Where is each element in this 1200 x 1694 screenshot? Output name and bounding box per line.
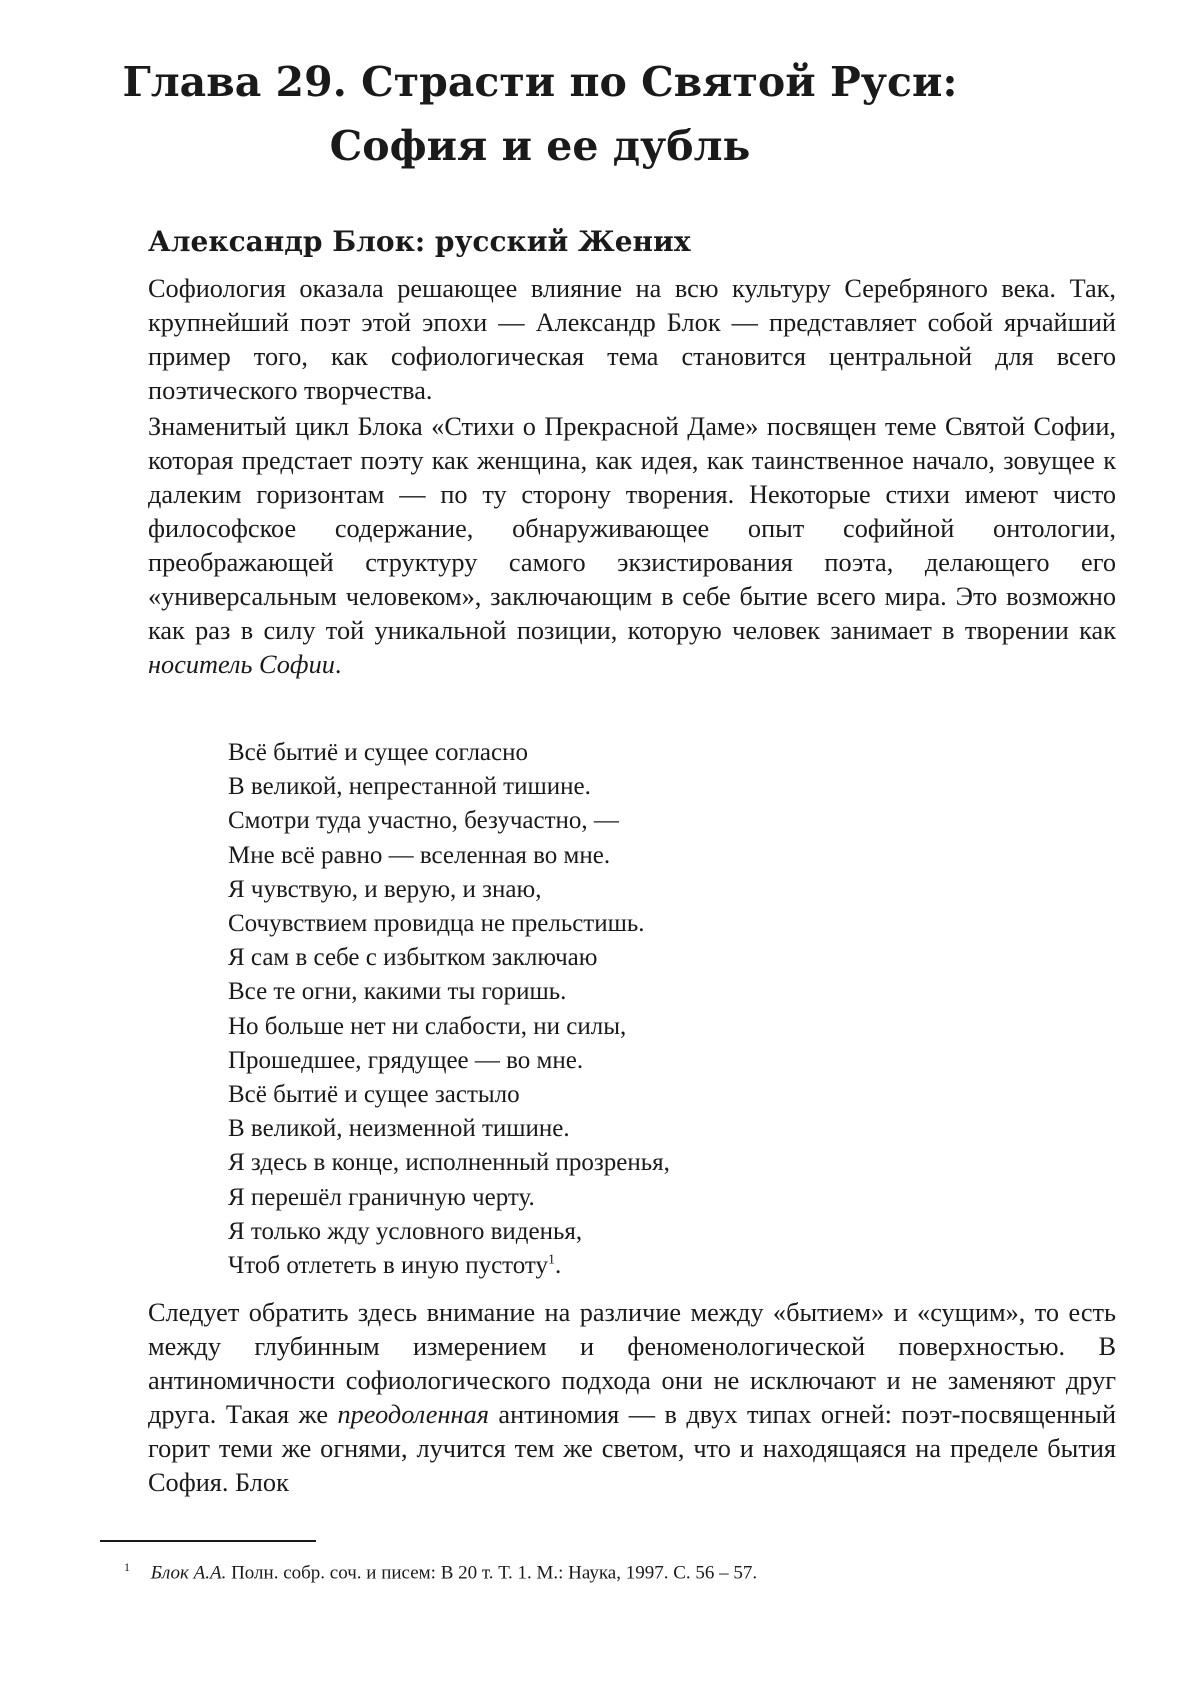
poem-line: Всё бытиё и сущее застыло xyxy=(228,1078,670,1112)
book-page xyxy=(0,0,1200,1694)
poem-line: Я только жду условного виденья, xyxy=(228,1215,670,1249)
paragraph-3-text-b: антиномия — в двух типах огней: поэт-посвященный горит теми же огнями, лучится тем же светом, что и находящаяся на пределе бытия София. Блок xyxy=(148,1400,1116,1497)
poem-line: Я перешёл граничную черту. xyxy=(228,1181,670,1215)
poem-line: В великой, непрестанной тишине. xyxy=(228,770,670,804)
poem-line: Но больше нет ни слабости, ни силы, xyxy=(228,1010,670,1044)
poem-line-period: . xyxy=(555,1252,561,1279)
poem-line-text: Чтоб отлететь в иную пустоту xyxy=(228,1252,548,1279)
footnote xyxy=(124,1554,757,1586)
paragraph-2-end: . xyxy=(335,650,342,679)
chapter-title xyxy=(120,50,960,178)
poem xyxy=(228,736,670,1283)
paragraph-2 xyxy=(148,410,1116,682)
poem-line: Смотри туда участно, безучастно, — xyxy=(228,804,670,838)
poem-line: Я чувствую, и верую, и знаю, xyxy=(228,873,670,907)
footnote-reference[interactable]: 1 xyxy=(548,1253,555,1268)
poem-line: Мне всё равно — вселенная во мне. xyxy=(228,839,670,873)
poem-line: Сочувствием провидца не прельстишь. xyxy=(228,907,670,941)
paragraph-1-text: Софиология оказала решающее влияние на всю культуру Серебряного века. Так, крупнейший поэт этой эпохи — Александр Блок — представляет собой ярчайший пример того, как софиологическая тема становится центральной для всего поэтического творчества. xyxy=(148,274,1116,405)
poem-line: Я сам в себе с избытком заключаю xyxy=(228,941,670,975)
poem-line: В великой, неизменной тишине. xyxy=(228,1112,670,1146)
poem-line-last xyxy=(228,1249,670,1283)
chapter-title-line-1: Глава 29. Страсти по Святой Руси: xyxy=(120,50,960,114)
footnote-author: Блок А.А. xyxy=(151,1562,227,1583)
poem-line: Все те огни, какими ты горишь. xyxy=(228,975,670,1009)
poem-line: Всё бытиё и сущее согласно xyxy=(228,736,670,770)
paragraph-3 xyxy=(148,1296,1116,1500)
paragraph-2-emphasis: носитель Софии xyxy=(148,650,335,679)
poem-line: Прошедшее, грядущее — во мне. xyxy=(228,1044,670,1078)
footnote-citation: Полн. собр. соч. и писем: В 20 т. Т. 1. М.: Наука, 1997. С. 56 – 57. xyxy=(231,1562,757,1583)
chapter-title-line-2: София и ее дубль xyxy=(120,114,960,178)
footnote-number: 1 xyxy=(124,1560,130,1574)
poem-line: Я здесь в конце, исполненный прозренья, xyxy=(228,1146,670,1180)
section-title: Александр Блок: русский Жених xyxy=(148,222,691,262)
paragraph-2-text: Знаменитый цикл Блока «Стихи о Прекрасной Даме» посвящен теме Святой Софии, которая предстает поэту как женщина, как идея, как таинственное начало, зовущее к далеким горизонтам — по ту сторону творения. Некоторые стихи имеют чисто философское содержание, обнаруживающее опыт софийной онтологии, преображающей структуру самого экзистирования поэта, делающего его «универсальным человеком», заключающим в себе бытие всего мира. Это возможно как раз в силу той уникальной позиции, которую человек занимает в творении как xyxy=(148,412,1116,645)
footnote-divider xyxy=(100,1540,316,1542)
paragraph-1 xyxy=(148,272,1116,408)
paragraph-3-text-a: Следует обратить здесь внимание на различие между «бытием» и «сущим», то есть между глубинным измерением и феноменологической поверхностью. В антиномичности софиологического подхода они не исключают и не заменяют друг друга. Такая же xyxy=(148,1298,1116,1429)
paragraph-3-emphasis: преодоленная xyxy=(337,1400,488,1429)
